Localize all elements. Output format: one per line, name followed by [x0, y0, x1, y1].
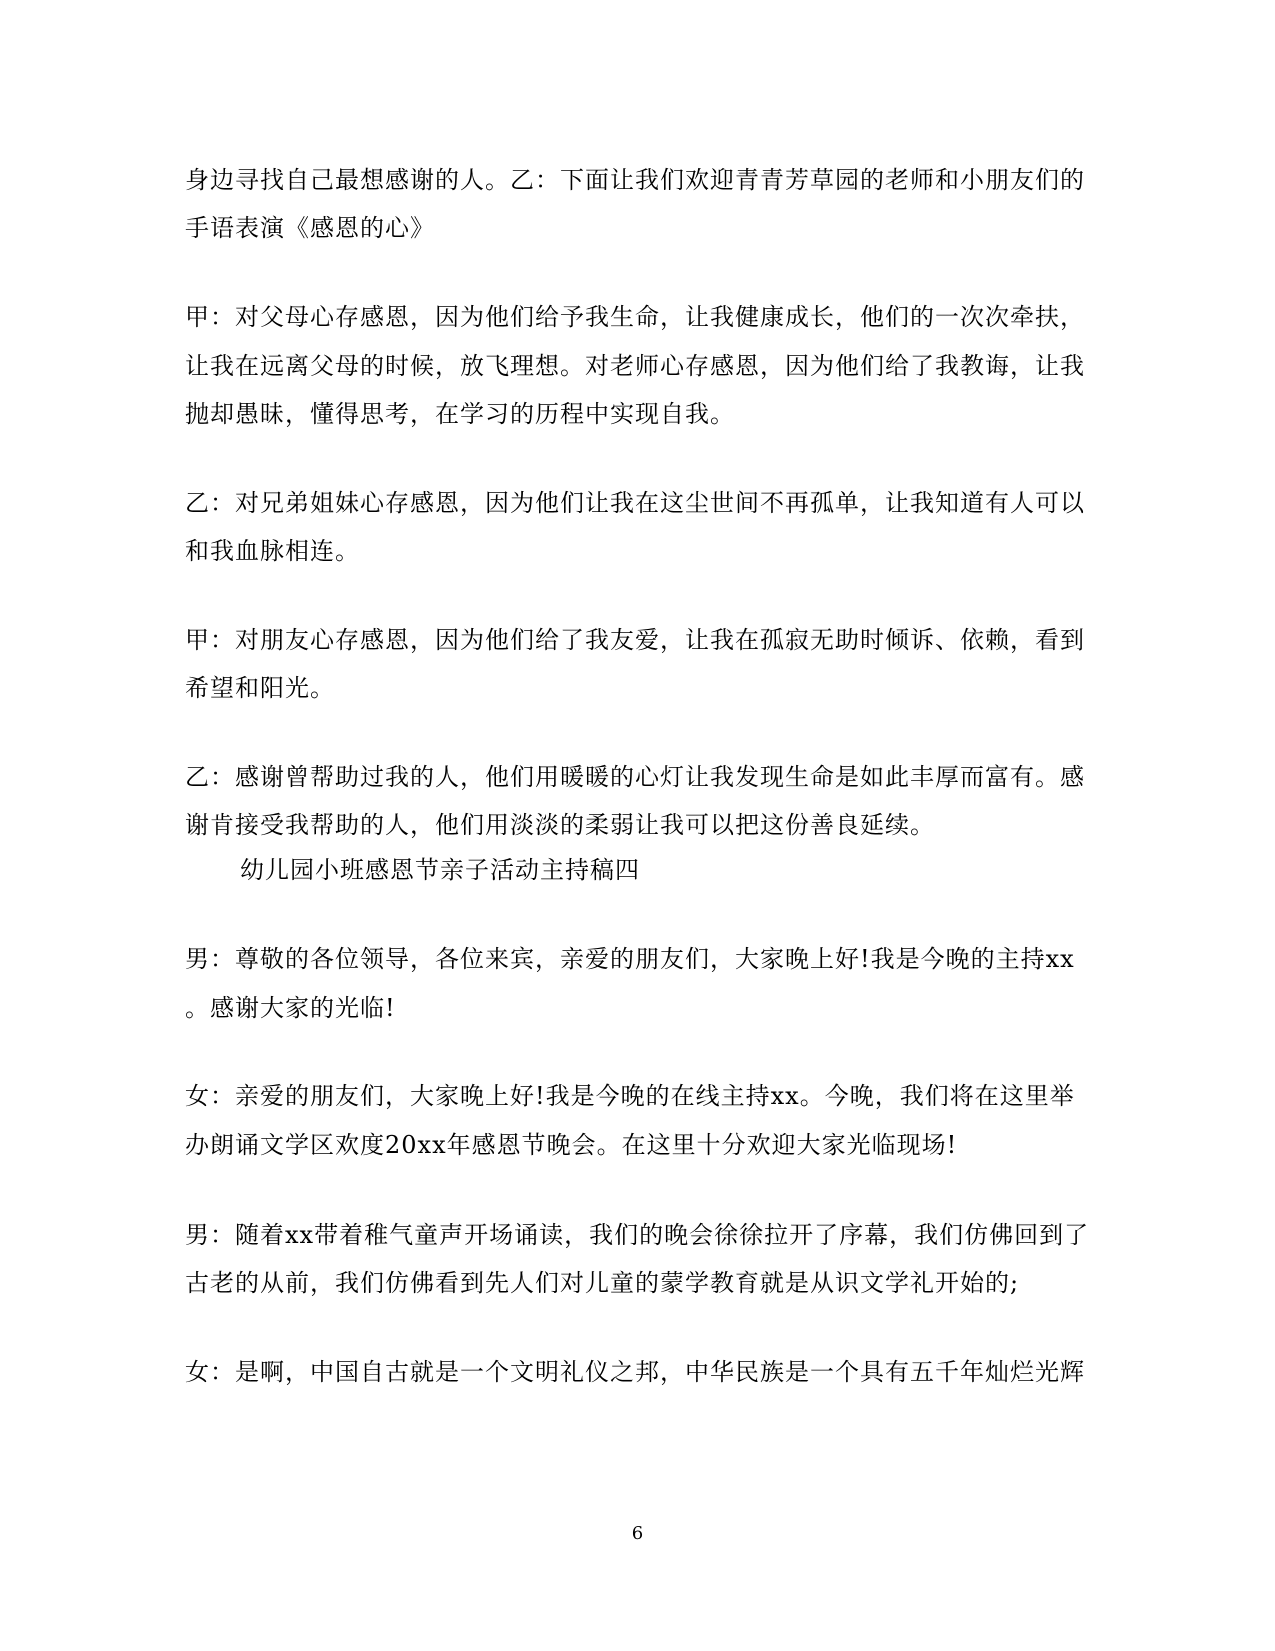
text-line: 办朗诵文学区欢度20xx年感恩节晚会。在这里十分欢迎大家光临现场!	[185, 1131, 958, 1159]
text-line: 手语表演《感恩的心》	[185, 214, 435, 242]
text-line: 。感谢大家的光临!	[185, 994, 396, 1022]
text-line: 和我血脉相连。	[185, 537, 360, 565]
text-line: 女：是啊，中国自古就是一个文明礼仪之邦，中华民族是一个具有五千年灿烂光辉	[185, 1358, 1085, 1386]
text-line: 希望和阳光。	[185, 674, 335, 702]
text-line: 让我在远离父母的时候，放飞理想。对老师心存感恩，因为他们给了我教诲，让我	[185, 352, 1085, 380]
text-line: 女：亲爱的朋友们，大家晚上好!我是今晚的在线主持xx。今晚，我们将在这里举	[185, 1082, 1075, 1110]
page-number: 6	[631, 1523, 644, 1544]
text-line: 男：尊敬的各位领导，各位来宾，亲爱的朋友们，大家晚上好!我是今晚的主持xx	[185, 945, 1075, 973]
text-line: 身边寻找自己最想感谢的人。乙：下面让我们欢迎青青芳草园的老师和小朋友们的	[185, 166, 1085, 194]
text-line: 古老的从前，我们仿佛看到先人们对儿童的蒙学教育就是从识文学礼开始的;	[185, 1269, 1020, 1297]
text-line: 抛却愚昧，懂得思考，在学习的历程中实现自我。	[185, 400, 735, 428]
text-line: 乙：对兄弟姐妹心存感恩，因为他们让我在这尘世间不再孤单，让我知道有人可以	[185, 489, 1085, 517]
text-line: 甲：对父母心存感恩，因为他们给予我生命，让我健康成长，他们的一次次牵扶，	[185, 303, 1085, 331]
text-line: 乙：感谢曾帮助过我的人，他们用暖暖的心灯让我发现生命是如此丰厚而富有。感	[185, 763, 1085, 791]
text-line: 男：随着xx带着稚气童声开场诵读，我们的晚会徐徐拉开了序幕，我们仿佛回到了	[185, 1221, 1090, 1249]
section-heading: 幼儿园小班感恩节亲子活动主持稿四	[240, 856, 640, 884]
text-line: 甲：对朋友心存感恩，因为他们给了我友爱，让我在孤寂无助时倾诉、依赖，看到	[185, 626, 1085, 654]
text-line: 谢肯接受我帮助的人，他们用淡淡的柔弱让我可以把这份善良延续。	[185, 811, 935, 839]
